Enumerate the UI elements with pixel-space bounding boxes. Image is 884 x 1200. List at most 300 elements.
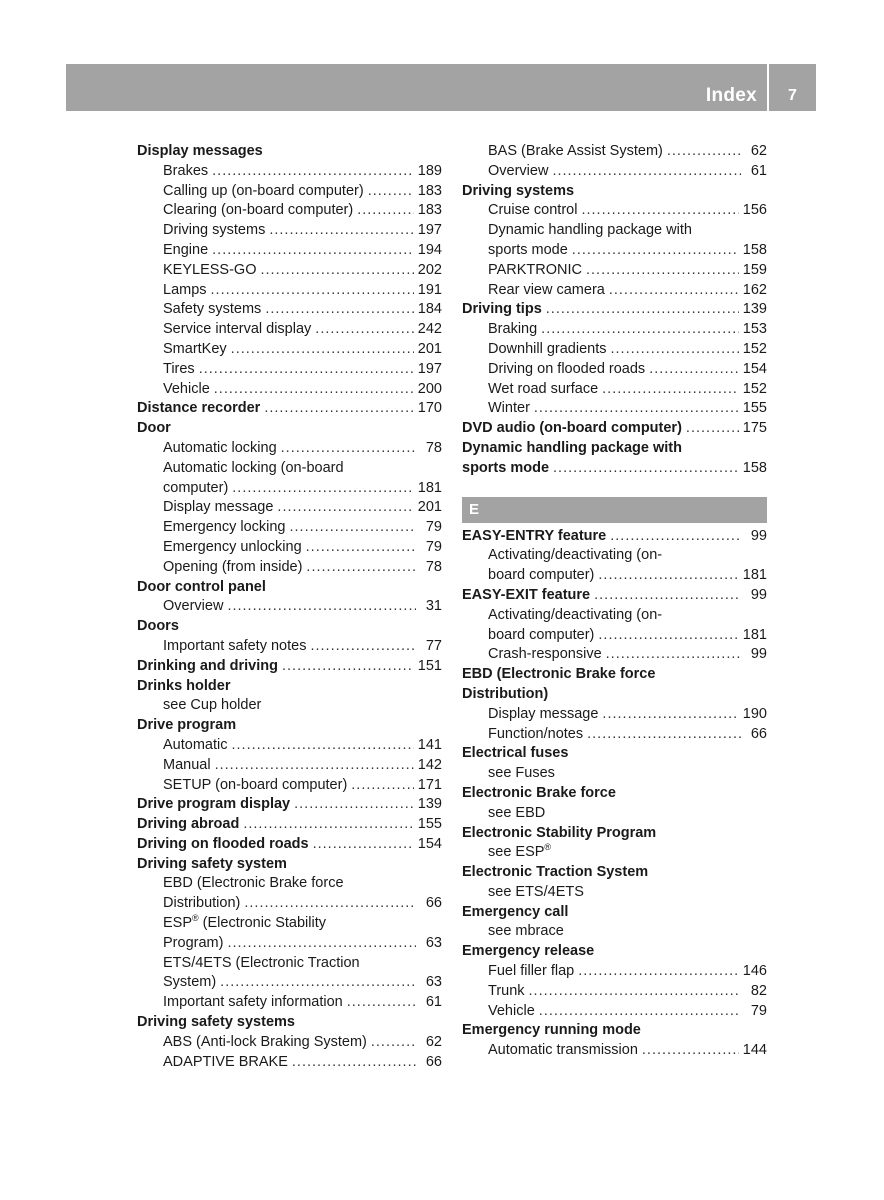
dot-leader — [534, 399, 739, 419]
index-entry — [462, 863, 767, 883]
entry-label: SmartKey — [163, 340, 227, 357]
entry-text — [163, 518, 286, 538]
entry-text — [488, 764, 555, 784]
dot-leader — [546, 300, 739, 320]
entry-text — [163, 776, 347, 796]
dot-leader — [598, 626, 738, 646]
page-ref: 197 — [417, 360, 442, 377]
entry-label: Doors — [137, 618, 179, 635]
index-subentry — [137, 182, 442, 202]
index-subentry — [137, 201, 442, 221]
index-subentry — [137, 300, 442, 320]
dot-leader — [265, 300, 413, 320]
entry-text — [488, 360, 645, 380]
index-subentry — [137, 439, 442, 459]
entry-label: Vehicle — [163, 380, 210, 397]
entry-text — [163, 439, 277, 459]
page-ref: 156 — [742, 202, 767, 219]
entry-label: Drive program display — [137, 796, 291, 813]
index-subentry — [137, 736, 442, 756]
index-group-e — [462, 527, 767, 1062]
entry-label: see ESP — [488, 844, 545, 861]
index-subentry — [462, 399, 767, 419]
index-entry — [462, 419, 767, 439]
dot-leader — [214, 380, 414, 400]
dot-leader — [215, 756, 414, 776]
entry-label: Display message — [163, 499, 274, 516]
entry-text — [137, 578, 266, 598]
page-ref: 181 — [417, 479, 442, 496]
index-subentry — [462, 546, 767, 566]
dot-leader — [227, 597, 416, 617]
entry-label: Dynamic handling package with — [488, 222, 692, 239]
entry-text — [163, 261, 256, 281]
index-entry — [137, 419, 442, 439]
entry-label: see Fuses — [488, 765, 555, 782]
index-subentry — [137, 459, 442, 479]
index-column-left — [137, 142, 442, 1072]
entry-text — [137, 855, 287, 875]
entry-label: Distribution) — [163, 895, 241, 912]
page-ref: 162 — [742, 281, 767, 298]
entry-label: Drinking and driving — [137, 657, 278, 674]
entry-text — [488, 1002, 535, 1022]
page-ref: 62 — [750, 143, 767, 159]
dot-leader — [610, 340, 738, 360]
entry-text — [462, 527, 606, 547]
entry-text — [488, 162, 548, 182]
page-ref: 194 — [417, 241, 442, 258]
entry-text — [163, 756, 211, 776]
entry-text — [163, 300, 261, 320]
entry-text — [488, 705, 598, 725]
entry-text — [163, 459, 344, 479]
index-subentry — [137, 558, 442, 578]
dot-leader — [529, 982, 741, 1002]
index-subentry — [462, 606, 767, 626]
index-entry — [137, 677, 442, 697]
dot-leader — [581, 201, 738, 221]
index-subentry — [462, 982, 767, 1002]
dot-leader — [609, 281, 739, 301]
entry-label: Important safety notes — [163, 637, 307, 654]
index-entry — [462, 300, 767, 320]
entry-label: sports mode — [462, 459, 550, 476]
dot-leader — [232, 479, 414, 499]
entry-label: Crash-responsive — [488, 646, 602, 663]
dot-leader — [572, 241, 739, 261]
index-subentry — [137, 1033, 442, 1053]
page-ref: 78 — [425, 439, 442, 456]
entry-text — [488, 804, 545, 824]
entry-text — [462, 459, 549, 479]
index-entry — [462, 459, 767, 479]
index-subentry — [137, 756, 442, 776]
entry-label: Rear view camera — [488, 281, 605, 298]
dot-leader — [686, 419, 739, 439]
page-ref: 183 — [417, 202, 442, 219]
index-entry — [137, 716, 442, 736]
entry-text — [488, 340, 606, 360]
dot-leader — [231, 340, 414, 360]
dot-leader — [277, 498, 413, 518]
page-ref: 171 — [417, 776, 442, 793]
dot-leader — [244, 894, 416, 914]
index-subentry — [462, 142, 767, 162]
index-entry — [462, 942, 767, 962]
page-ref: 79 — [425, 519, 442, 536]
page-ref: 152 — [742, 340, 767, 357]
dot-leader — [212, 241, 414, 261]
page-ref: 66 — [425, 1053, 442, 1070]
page-ref: 79 — [425, 538, 442, 555]
entry-label: board computer) — [488, 567, 595, 584]
entry-label: Driving systems — [462, 182, 575, 199]
index-subentry — [137, 874, 442, 894]
entry-label: DVD audio (on-board computer) — [462, 420, 682, 437]
entry-text — [488, 380, 598, 400]
page-ref: 170 — [417, 400, 442, 417]
entry-label: Overview — [488, 162, 549, 179]
dot-leader — [211, 281, 414, 301]
entry-text — [163, 182, 364, 202]
index-entry — [137, 657, 442, 677]
entry-text — [488, 843, 551, 863]
index-subentry — [462, 221, 767, 241]
entry-label: Activating/deactivating (on- — [488, 606, 663, 623]
dot-leader — [357, 201, 414, 221]
index-entry — [462, 182, 767, 202]
index-subentry — [137, 340, 442, 360]
page-ref: 144 — [742, 1042, 767, 1059]
page-ref: 155 — [417, 816, 442, 833]
page-ref: 200 — [417, 380, 442, 397]
index-subentry — [462, 645, 767, 665]
index-subentry — [137, 973, 442, 993]
page-ref: 152 — [742, 380, 767, 397]
entry-label: Vehicle — [488, 1002, 535, 1019]
entry-label: see EBD — [488, 804, 546, 821]
entry-text — [163, 320, 311, 340]
page-number: 7 — [769, 64, 816, 111]
entry-label: Door control panel — [137, 578, 266, 595]
index-entry — [462, 527, 767, 547]
entry-text — [488, 281, 605, 301]
entry-label: sports mode — [488, 241, 568, 258]
index-subentry — [462, 201, 767, 221]
entry-text — [137, 716, 236, 736]
dot-leader — [586, 261, 739, 281]
index-subentry — [137, 360, 442, 380]
page-ref: 139 — [742, 301, 767, 318]
page-ref: 153 — [742, 321, 767, 338]
dot-leader — [292, 1053, 416, 1073]
index-subentry — [137, 479, 442, 499]
entry-label: PARKTRONIC — [488, 261, 582, 278]
entry-text — [462, 1021, 641, 1041]
entry-text — [462, 824, 656, 844]
entry-label: ESP — [163, 915, 193, 932]
index-subentry — [462, 320, 767, 340]
entry-text — [488, 982, 525, 1002]
entry-label: ADAPTIVE BRAKE — [163, 1053, 288, 1070]
index-entry — [462, 744, 767, 764]
entry-label: Opening (from inside) — [163, 558, 303, 575]
index-subentry — [137, 518, 442, 538]
dot-leader — [227, 934, 416, 954]
entry-label: System) — [163, 974, 217, 991]
dot-leader — [231, 736, 413, 756]
entry-label: Display message — [488, 705, 599, 722]
entry-text — [462, 665, 655, 685]
entry-label: Engine — [163, 241, 209, 258]
entry-label: ETS/4ETS (Electronic Traction — [163, 954, 360, 971]
page-ref: 184 — [417, 301, 442, 318]
entry-text — [163, 993, 343, 1013]
entry-label: EASY-ENTRY feature — [462, 527, 607, 544]
entry-label: Safety systems — [163, 301, 262, 318]
index-subentry — [137, 696, 442, 716]
index-entry — [137, 142, 442, 162]
entry-text — [163, 340, 227, 360]
entry-text — [163, 281, 207, 301]
registered-mark: ® — [544, 843, 552, 853]
page-ref: 141 — [417, 736, 442, 753]
entry-text — [163, 538, 302, 558]
entry-label: Driving safety system — [137, 855, 287, 872]
entry-label: Winter — [488, 400, 530, 417]
index-subentry — [462, 764, 767, 784]
entry-text — [163, 479, 228, 499]
index-subentry — [137, 934, 442, 954]
page-ref: 99 — [750, 527, 767, 544]
page-ref: 242 — [417, 321, 442, 338]
entry-text — [488, 1041, 638, 1061]
page-ref: 202 — [417, 261, 442, 278]
entry-label-continued: (Electronic Stability — [198, 915, 326, 932]
header-bar — [66, 64, 767, 111]
dot-leader — [649, 360, 739, 380]
entry-text — [163, 498, 273, 518]
index-subentry — [137, 914, 442, 934]
entry-text — [163, 558, 302, 578]
entry-text — [163, 914, 326, 934]
page-ref: 191 — [417, 281, 442, 298]
index-subentry — [462, 1041, 767, 1061]
dot-leader — [294, 795, 414, 815]
page-title: Index — [705, 85, 757, 106]
entry-label: Automatic transmission — [488, 1042, 638, 1059]
entry-text — [462, 182, 574, 202]
index-entry — [137, 578, 442, 598]
dot-leader — [282, 657, 414, 677]
page-ref: 201 — [417, 340, 442, 357]
entry-label: Braking — [488, 321, 538, 338]
entry-label: Display messages — [137, 143, 263, 159]
entry-text — [137, 1013, 295, 1033]
page-ref: 99 — [750, 646, 767, 663]
entry-label: Electronic Stability Program — [462, 824, 657, 841]
index-subentry — [462, 705, 767, 725]
dot-leader — [306, 538, 416, 558]
entry-text — [488, 645, 602, 665]
page-ref: 79 — [750, 1002, 767, 1019]
page-ref: 99 — [750, 586, 767, 603]
page-ref: 151 — [417, 657, 442, 674]
index-entry — [137, 815, 442, 835]
entry-label: EBD (Electronic Brake force — [462, 666, 656, 683]
entry-text — [462, 419, 682, 439]
dot-leader — [667, 142, 741, 162]
entry-label: Emergency running mode — [462, 1022, 641, 1039]
page-ref: 61 — [750, 162, 767, 179]
dot-leader — [310, 637, 416, 657]
dot-leader — [642, 1041, 739, 1061]
dot-leader — [602, 380, 739, 400]
entry-text — [488, 546, 662, 566]
entry-label: Electronic Traction System — [462, 864, 649, 881]
entry-text — [462, 942, 594, 962]
entry-text — [488, 142, 663, 162]
index-subentry — [137, 281, 442, 301]
entry-label: EASY-EXIT feature — [462, 586, 591, 603]
entry-label: Dynamic handling package with — [462, 439, 682, 456]
entry-label: Electronic Brake force — [462, 784, 616, 801]
page-ref: 201 — [417, 499, 442, 516]
entry-label: Manual — [163, 756, 211, 773]
index-entry — [462, 665, 767, 685]
page-ref: 159 — [742, 261, 767, 278]
entry-label: Emergency release — [462, 943, 595, 960]
dot-leader — [212, 162, 414, 182]
page-ref: 146 — [742, 963, 767, 980]
dot-leader — [368, 182, 414, 202]
index-subentry — [462, 566, 767, 586]
dot-leader — [313, 835, 414, 855]
entry-label: computer) — [163, 479, 229, 496]
entry-text — [137, 399, 260, 419]
index-entry — [462, 439, 767, 459]
entry-text — [163, 380, 210, 400]
index-entry — [137, 835, 442, 855]
index-entry — [137, 855, 442, 875]
entry-label: Driving safety systems — [137, 1014, 295, 1031]
dot-leader — [539, 1002, 741, 1022]
dot-leader — [594, 586, 741, 606]
dot-leader — [199, 360, 414, 380]
index-group-d-continued — [462, 142, 767, 479]
index-subentry — [462, 1002, 767, 1022]
index-subentry — [462, 360, 767, 380]
dot-leader — [220, 973, 416, 993]
entry-label: Driving abroad — [137, 816, 240, 833]
index-subentry — [462, 626, 767, 646]
entry-label: see Cup holder — [163, 697, 262, 714]
entry-label: Important safety information — [163, 994, 343, 1011]
entry-text — [462, 903, 568, 923]
dot-leader — [553, 459, 739, 479]
entry-text — [163, 954, 360, 974]
entry-label: Downhill gradients — [488, 340, 607, 357]
dot-leader — [552, 162, 741, 182]
entry-label: Trunk — [488, 982, 525, 999]
entry-label: Wet road surface — [488, 380, 599, 397]
dot-leader — [347, 993, 416, 1013]
page-ref: 158 — [742, 459, 767, 476]
dot-leader — [587, 725, 741, 745]
entry-text — [137, 815, 239, 835]
index-entry — [137, 1013, 442, 1033]
index-subentry — [137, 894, 442, 914]
entry-text — [488, 725, 583, 745]
index-subentry — [137, 993, 442, 1013]
index-subentry — [137, 261, 442, 281]
entry-text — [163, 874, 344, 894]
entry-label: Automatic locking (on-board — [163, 459, 344, 476]
dot-leader — [243, 815, 413, 835]
page-ref: 31 — [425, 598, 442, 615]
entry-text — [462, 685, 548, 705]
entry-label: Distance recorder — [137, 400, 261, 417]
entry-text — [137, 419, 171, 439]
entry-text — [488, 261, 582, 281]
entry-text — [163, 736, 227, 756]
entry-label: BAS (Brake Assist System) — [488, 143, 663, 159]
index-subentry — [462, 380, 767, 400]
entry-text — [163, 360, 195, 380]
entry-text — [163, 1053, 288, 1073]
index-subentry — [137, 954, 442, 974]
index-subentry — [137, 162, 442, 182]
entry-label: Electrical fuses — [462, 745, 569, 762]
page-ref: 154 — [742, 360, 767, 377]
index-entry — [462, 1021, 767, 1041]
index-entry — [137, 399, 442, 419]
page-ref: 197 — [417, 222, 442, 239]
page-ref: 63 — [425, 934, 442, 951]
page-ref: 142 — [417, 756, 442, 773]
index-entry — [462, 586, 767, 606]
page-ref: 77 — [425, 637, 442, 654]
entry-label: Emergency unlocking — [163, 538, 302, 555]
index-subentry — [137, 637, 442, 657]
entry-text — [137, 617, 179, 637]
entry-text — [488, 883, 584, 903]
dot-leader — [306, 558, 416, 578]
entry-label: Driving systems — [163, 222, 266, 239]
entry-text — [462, 300, 542, 320]
page-ref: 190 — [742, 705, 767, 722]
index-subentry — [137, 597, 442, 617]
entry-text — [462, 586, 590, 606]
entry-label: KEYLESS-GO — [163, 261, 257, 278]
entry-label: Clearing (on-board computer) — [163, 202, 354, 219]
page-ref: 183 — [417, 182, 442, 199]
entry-label: EBD (Electronic Brake force — [163, 875, 344, 892]
dot-leader — [578, 962, 739, 982]
dot-leader — [598, 566, 738, 586]
entry-text — [163, 597, 223, 617]
index-subentry — [462, 962, 767, 982]
entry-text — [488, 962, 574, 982]
index-subentry — [462, 922, 767, 942]
entry-label: Drive program — [137, 717, 237, 734]
page-ref: 139 — [417, 796, 442, 813]
dot-leader — [260, 261, 413, 281]
index-subentry — [137, 776, 442, 796]
entry-text — [163, 973, 216, 993]
index-subentry — [462, 843, 767, 863]
